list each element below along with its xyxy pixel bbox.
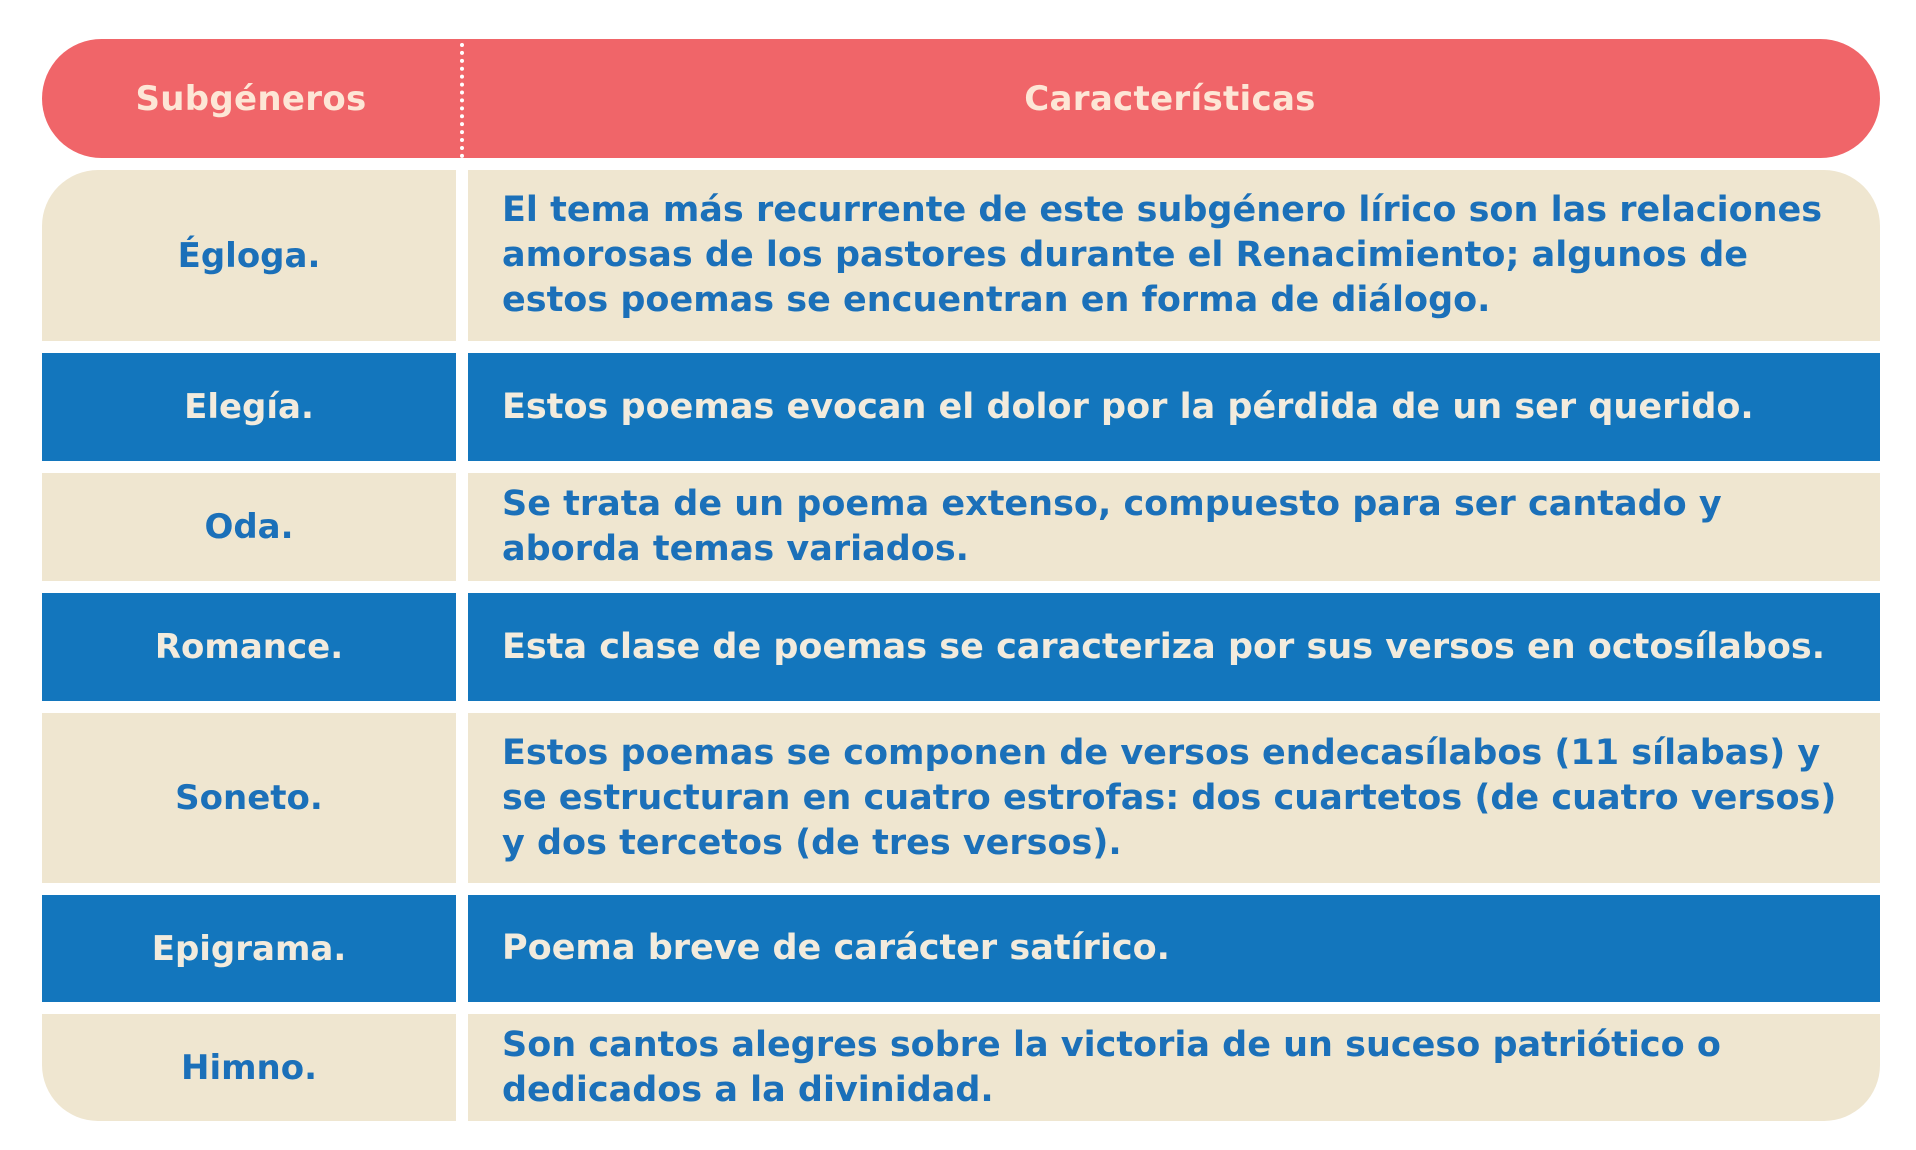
subgenre-cell: Égloga.	[42, 170, 456, 341]
subgenres-table	[42, 39, 1880, 1121]
table-row	[42, 1014, 1880, 1121]
table-row	[42, 593, 1880, 701]
description-cell: Poema breve de carácter satírico.	[468, 895, 1880, 1002]
header-caracteristicas: Características	[1024, 78, 1316, 119]
header-dotted-divider	[460, 43, 464, 158]
table-header	[42, 39, 1880, 158]
subgenre-cell: Romance.	[42, 593, 456, 701]
table-row	[42, 473, 1880, 581]
description-cell: Se trata de un poema extenso, compuesto para ser cantado y aborda temas variados.	[468, 473, 1880, 581]
subgenre-cell: Himno.	[42, 1014, 456, 1121]
description-cell: Son cantos alegres sobre la victoria de un suceso patriótico o dedicados a la divinidad.	[468, 1014, 1880, 1121]
table-row	[42, 170, 1880, 341]
subgenre-cell: Elegía.	[42, 353, 456, 461]
description-cell: Estos poemas evocan el dolor por la pérdida de un ser querido.	[468, 353, 1880, 461]
subgenre-cell: Epigrama.	[42, 895, 456, 1002]
description-cell: Estos poemas se componen de versos endecasílabos (11 sílabas) y se estructuran en cuatro estrofas: dos cuartetos (de cuatro versos) y dos tercetos (de tres versos).	[468, 713, 1880, 883]
table-row	[42, 713, 1880, 883]
table-row	[42, 353, 1880, 461]
table-body	[42, 170, 1880, 1121]
table-row	[42, 895, 1880, 1002]
subgenre-cell: Oda.	[42, 473, 456, 581]
header-subgeneros: Subgéneros	[135, 78, 367, 119]
subgenre-cell: Soneto.	[42, 713, 456, 883]
description-cell: Esta clase de poemas se caracteriza por sus versos en octosílabos.	[468, 593, 1880, 701]
description-cell: El tema más recurrente de este subgénero lírico son las relaciones amorosas de los pastores durante el Renacimiento; algunos de estos poemas se encuentran en forma de diálogo.	[468, 170, 1880, 341]
